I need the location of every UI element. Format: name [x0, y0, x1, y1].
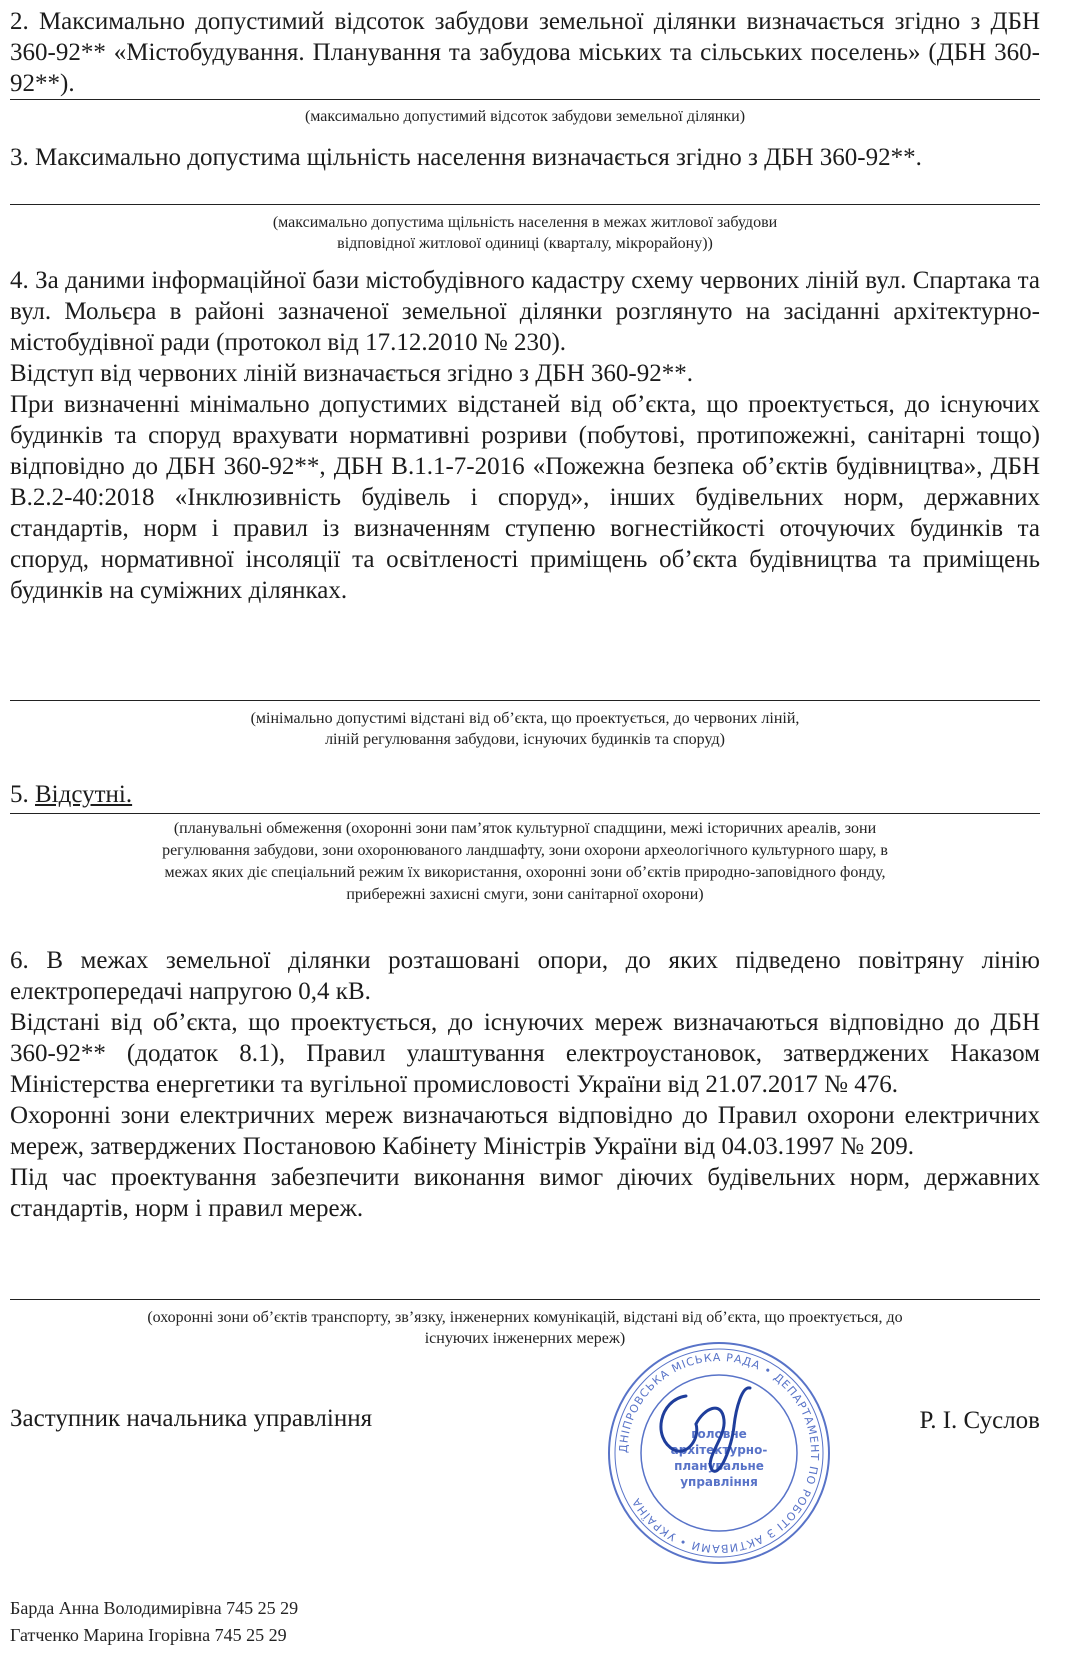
section-6-paragraph-1: 6. В межах земельної ділянки розташовані опори, до яких підведено повітряну лінію електропередачі напругою 0,4 кВ. [10, 947, 1040, 1005]
signatory-name: Р. І. Суслов [919, 1407, 1040, 1434]
contact-person-1: Барда Анна Володимирівна 745 25 29 [10, 1598, 299, 1618]
section-3-text: 3. Максимально допустима щільність населення визначається згідно з ДБН 360-92**. [10, 144, 922, 171]
section-5-caption-line-2: регулювання забудови, зони охоронюваного ландшафту, зони охорони археологічного культурного шару, в [162, 842, 888, 859]
section-2-text: 2. Максимально допустимий відсоток забудови земельної ділянки визначається згідно з ДБН 360-92** «Містобудування. Планування та забудова міських та сільських поселень» (ДБН 360-92**). [10, 8, 1040, 97]
svg-text:управління: управління [680, 1475, 758, 1489]
section-2 [10, 6, 1040, 99]
svg-text:головне: головне [691, 1427, 747, 1441]
section-6-paragraph-3: Охоронні зони електричних мереж визначаються відповідно до Правил охорони електричних мереж, затверджених Постановою Кабінету Міністрів України від 04.03.1997 № 209. [10, 1102, 1040, 1160]
section-5 [10, 779, 1040, 810]
section-5-caption-line-4: прибережні захисні смуги, зони санітарної охорони) [346, 886, 704, 903]
signatory-position: Заступник начальника управління [10, 1405, 373, 1432]
section-3-caption-line-2: відповідної житлової одиниці (кварталу, мікрорайону)) [337, 235, 713, 252]
section-6-caption-line-1: (охоронні зони об’єктів транспорту, зв’язку, інженерних комунікацій, відстані від об’єкта, що проектується, до [147, 1309, 903, 1326]
fill-line [10, 204, 1040, 205]
section-4 [10, 265, 1040, 606]
section-6-paragraph-4: Під час проектування забезпечити виконання вимог діючих будівельних норм, державних стандартів, норм і правил мереж. [10, 1164, 1040, 1222]
section-4-caption-line-2: ліній регулювання забудови, існуючих будинків та споруд) [325, 731, 725, 748]
fill-line [10, 813, 1040, 814]
section-4-paragraph-2: Відступ від червоних ліній визначається згідно з ДБН 360-92**. [10, 360, 694, 387]
section-5-caption-line-1: (планувальні обмеження (охоронні зони пам’яток культурної спадщини, межі історичних ареалів, зони [173, 820, 877, 837]
section-6 [10, 945, 1040, 1224]
stamp-outer-text: ДНІПРОВСЬКА МІСЬКА РАДА • ДЕПАРТАМЕНТ ПО РОБОТІ З АКТИВАМИ • УКРАЇНА [616, 1350, 822, 1556]
fill-line [10, 99, 1040, 100]
section-4-paragraph-3: При визначенні мінімально допустимих відстаней від об’єкта, що проектується, до існуючих будинків та споруд врахувати нормативні розриви (побутові, протипожежні, санітарні тощо) відповідно до ДБН 360-92**, ДБН В.1.1-7-2016 «Пожежна безпека об’єктів будівництва», ДБН В.2.2-40:2018 «Інклюзивність будівель і споруд», інших будівельних норм, державних стандартів, норм і правил із визначенням ступеню вогнестійкості оточуючих будинків та споруд, нормативної інсоляції та освітленості приміщень об’єкта будівництва та приміщень будинків на суміжних ділянках. [10, 391, 1040, 604]
fill-line [10, 1299, 1040, 1300]
section-4-paragraph-1: 4. За даними інформаційної бази містобудівного кадастру схему червоних ліній вул. Спартака та вул. Мольєра в районі зазначеної земельної ділянки розглянуто на засіданні архітектурно-містобудівної ради (протокол від 17.12.2010 № 230). [10, 267, 1040, 356]
contact-person-2: Гатченко Марина Ігорівна 745 25 29 [10, 1625, 287, 1645]
section-6-paragraph-2: Відстані від об’єкта, що проектується, до існуючих мереж визначаються відповідно до ДБН 360-92** (додаток 8.1), Правил улаштування електроустановок, затверджених Наказом Міністерства енергетики та вугільної промисловості України від 21.07.2017 № 476. [10, 1009, 1040, 1098]
section-2-caption: (максимально допустимий відсоток забудови земельної ділянки) [304, 108, 746, 125]
section-5-caption-line-3: межах яких діє спеціальний режим їх використання, охоронні зони об’єктів природно-заповідного фонду, [164, 864, 886, 881]
section-6-caption-line-2: існуючих інженерних мереж) [424, 1330, 626, 1347]
section-4-caption-line-1: (мінімально допустимі відстані від об’єкта, що проектується, до червоних ліній, [250, 710, 800, 727]
svg-text:архітектурно-: архітектурно- [670, 1443, 768, 1457]
section-3 [10, 142, 1040, 173]
fill-line [10, 700, 1040, 701]
section-5-number: 5. [10, 781, 29, 808]
official-stamp [604, 1338, 834, 1568]
svg-text:планувальне: планувальне [674, 1459, 764, 1473]
section-5-value: Відсутні. [35, 781, 133, 808]
section-3-caption-line-1: (максимально допустима щільність населення в межах житлової забудови [272, 214, 778, 231]
